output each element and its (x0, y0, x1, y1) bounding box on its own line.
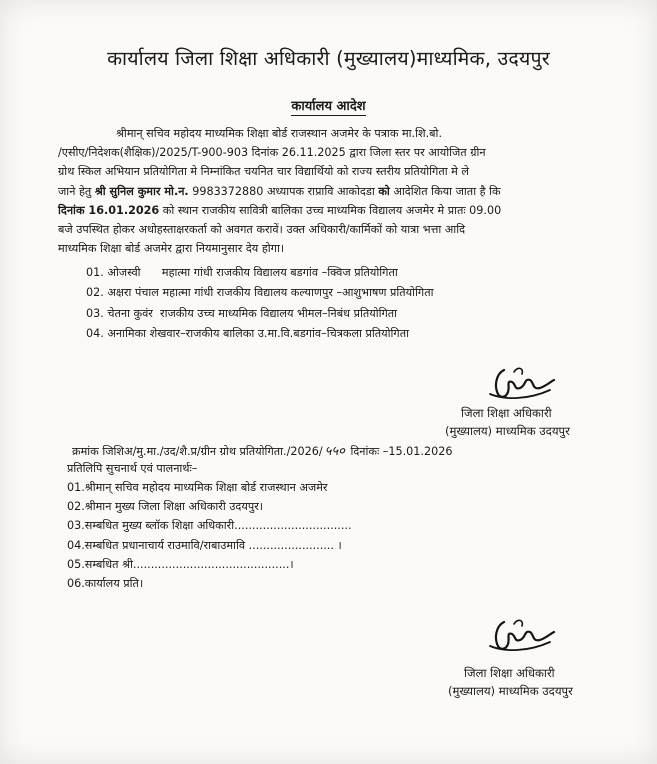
copy-heading: प्रतिलिपि सुचनार्थ एवं पालनार्थः– (67, 462, 198, 475)
body-line-4-bold: को (378, 184, 390, 198)
copy-item: 06.कार्यालय प्रति। (67, 577, 144, 591)
report-date: दिनांक 16.01.2026 (58, 203, 160, 217)
participant-item: 02. अक्षरा पंचाल महात्मा गांधी राजकीय विद्यालय कल्याणपुर –आशुभाषण प्रतियोगिता (86, 286, 434, 300)
order-heading-text: कार्यालय आदेश (291, 99, 366, 114)
copy-item: 02.श्रीमान मुख्य जिला शिक्षा अधिकारी उदयपुर। (67, 500, 264, 514)
body-line-5 (58, 201, 598, 220)
signature-1 (484, 360, 564, 410)
office-title: कार्यालय जिला शिक्षा अधिकारी (मुख्यालय)माध्यमिक, उदयपुर (107, 47, 550, 70)
signature-block-2 (448, 664, 573, 700)
copy-item: 03.सम्बधित मुख्य ब्लॉक शिक्षा अधिकारी................................. (67, 519, 352, 533)
reference-prefix: क्रमांक जिशिअ/मु.मा./उद/शै.प्र/ग्रीन ग्रोथ प्रतियोगिता./2026/ (72, 445, 323, 458)
reference-date: दिनांकः –15.01.2026 (346, 445, 453, 458)
copy-item: 04.सम्बधित प्रधानाचार्य राउमावि/राबाउमावि ........................ । (67, 538, 342, 552)
signatory-office-2: (मुख्यालय) माध्यमिक उदयपुर (448, 684, 573, 698)
body-line-5-a: को स्थान राजकीय सावित्री बालिका उच्च माध्यमिक विद्यालय अजमेर मे प्रातः 09.00 (159, 203, 502, 217)
signature-2 (484, 612, 564, 662)
body-line-7: माध्यमिक शिक्षा बोर्ड अजमेर द्वारा नियमानुसार देय होगा। (58, 242, 285, 256)
teacher-name: श्री सुनिल कुमार मो.न. (94, 184, 189, 198)
order-heading (0, 96, 657, 114)
signatory-title: जिला शिक्षा अधिकारी (461, 406, 552, 420)
copy-item: 01.श्रीमान् सचिव महोदय माध्यमिक शिक्षा बोर्ड राजस्थान अजमेर (67, 481, 328, 494)
body-line-4-a: जाने हेतु (58, 184, 95, 198)
body-line-3: ग्रोथ स्किल अभियान प्रतियोगिता मे निम्नांकित चयनित चार विद्यार्थियो को राज्य स्तरीय प्रतियोगिता मे ले (58, 165, 469, 179)
order-body (58, 124, 598, 258)
body-line-2: /एसीए/निदेशक(शैक्षिक)/2025/T-900-903 दिनांक 26.11.2025 द्वारा जिला स्तर पर आयोजित ग्रीन (58, 146, 486, 160)
body-line-1: श्रीमान् सचिव महोदय माध्यमिक शिक्षा बोर्ड राजस्थान अजमेर के पत्राक मा.शि.बो. (116, 127, 443, 140)
signatory-office: (मुख्यालय) माध्यमिक उदयपुर (445, 424, 570, 438)
participant-item: 01. ओजस्वी महात्मा गांधी राजकीय विद्यालय बडगांव –क्विज प्रतियोगिता (86, 266, 398, 279)
copy-list (67, 478, 352, 593)
signature-block-1 (445, 404, 570, 440)
participant-list (86, 263, 433, 345)
reference-number: ५५० (324, 444, 345, 459)
body-line-4-b: 9983372880 अध्यापक राप्रावि आकोदडा (188, 184, 379, 198)
body-line-4 (58, 182, 598, 201)
signatory-title-2: जिला शिक्षा अधिकारी (464, 666, 555, 680)
reference-line (72, 441, 452, 459)
participant-item: 03. चेतना कुवंर राजकीय उच्च माध्यमिक विद्यालय भीमल–निबंध प्रतियोगिता (86, 306, 398, 320)
body-line-4-c: आदेशित किया जाता है कि (389, 184, 501, 198)
body-line-6: बजे उपस्थित होकर अधोहस्ताक्षरकर्ता को अवगत करावें। उक्त अधिकारी/कार्मिकों को यात्रा भत्ता आदि (58, 223, 466, 237)
copy-item: 05.सम्बधित श्री............................................। (67, 557, 294, 571)
participant-item: 04. अनामिका शेखवार–राजकीय बालिका उ.मा.वि.बडगांव–चित्रकला प्रतियोगिता (86, 327, 409, 341)
